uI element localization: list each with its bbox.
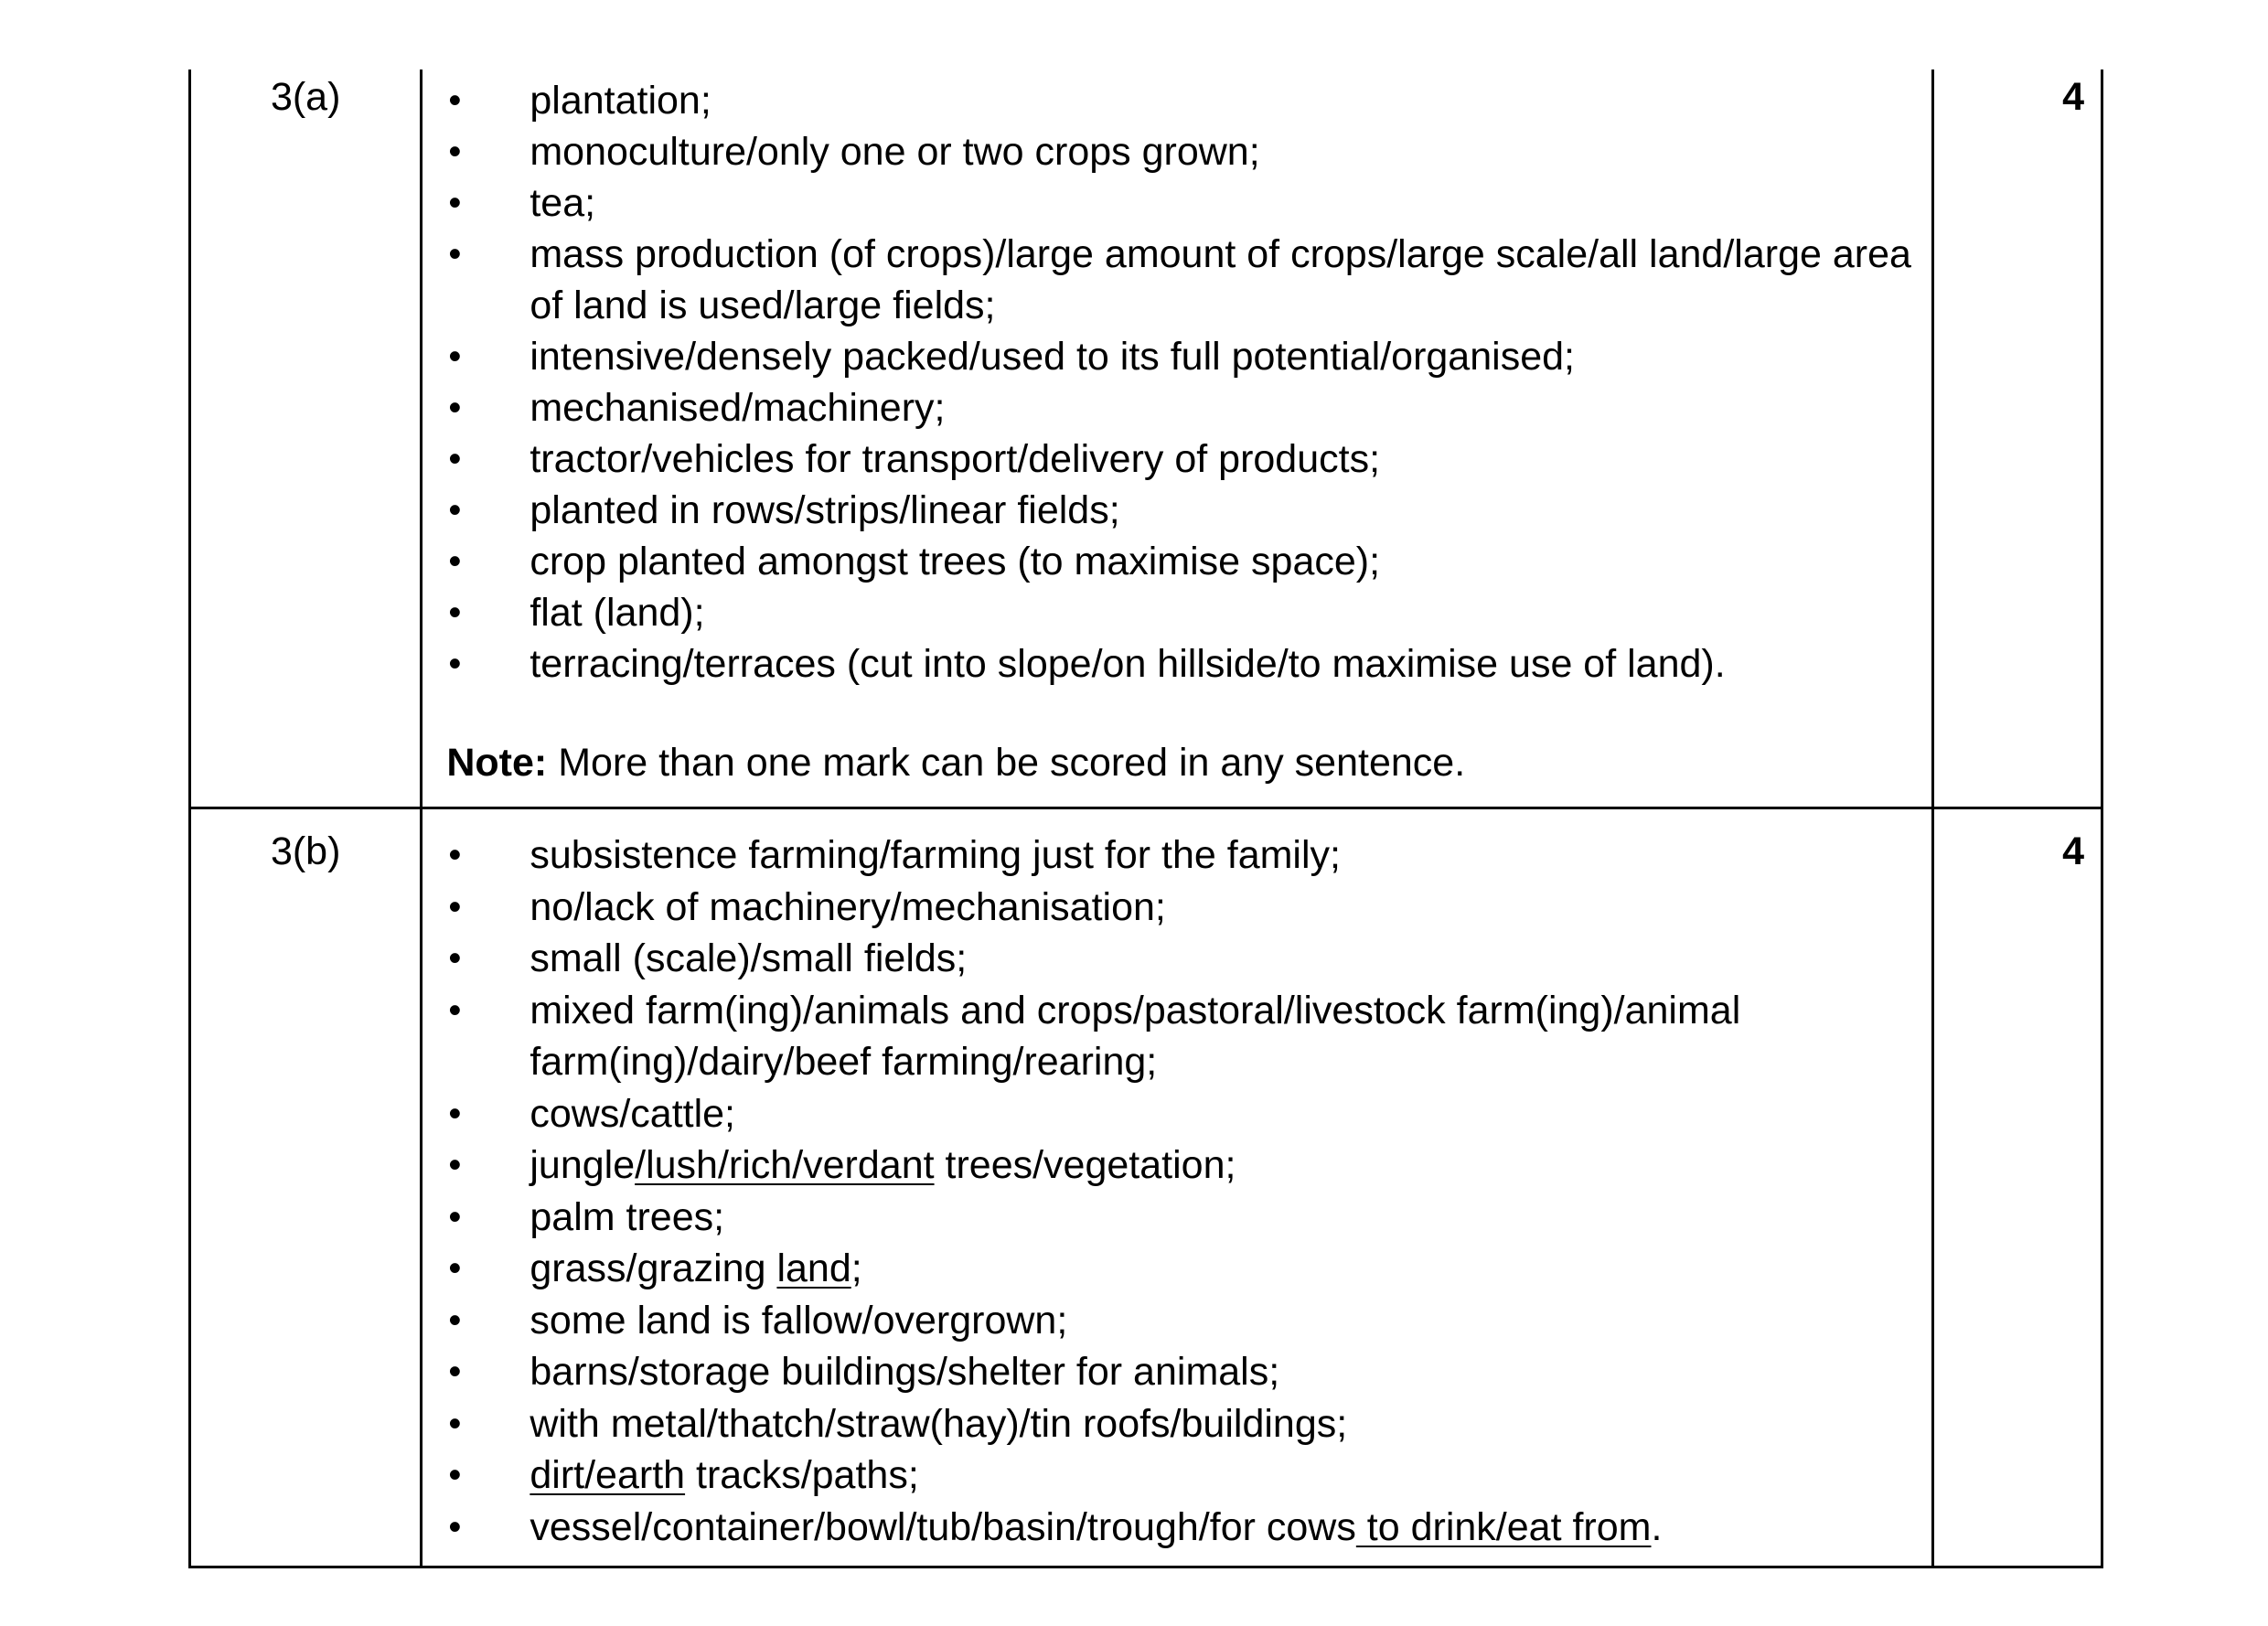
- list-item: • mass production (of crops)/large amount of crops/large scale/all land/large area of land is used/large fields;: [446, 229, 1912, 331]
- item-text: jungle: [530, 1143, 636, 1187]
- item-text: trees/vegetation;: [934, 1143, 1236, 1187]
- answer-points-list: [446, 75, 1912, 690]
- underlined-text: to drink/eat from: [1355, 1504, 1652, 1549]
- list-item: • terracing/terraces (cut into slope/on hillside/to maximise use of land).: [446, 638, 1912, 690]
- question-number: 3(b): [190, 808, 422, 1567]
- list-item: [446, 1502, 1912, 1554]
- item-text: tracks/paths;: [685, 1453, 919, 1497]
- list-item: • flat (land);: [446, 587, 1912, 638]
- list-item: • small (scale)/small fields;: [446, 933, 1912, 985]
- table-row-3b: [190, 808, 2102, 1567]
- list-item: [446, 1449, 1912, 1502]
- list-item: • tea;: [446, 177, 1912, 229]
- list-item: • tractor/vehicles for transport/delivery of products;: [446, 433, 1912, 485]
- note-text: More than one mark can be scored in any sentence.: [558, 741, 1466, 785]
- answer-cell: [422, 70, 1932, 808]
- underlined-text: /lush/rich/verdant: [635, 1143, 935, 1187]
- note-label: Note:: [446, 741, 548, 785]
- marking-note: [446, 737, 1912, 788]
- item-text: grass/grazing: [530, 1246, 777, 1290]
- list-item: • mechanised/machinery;: [446, 382, 1912, 433]
- list-item: • mixed farm(ing)/animals and crops/pastoral/livestock farm(ing)/animal farm(ing)/dairy/beef farming/rearing;: [446, 985, 1912, 1088]
- list-item: • some land is fallow/overgrown;: [446, 1295, 1912, 1347]
- list-item: • palm trees;: [446, 1192, 1912, 1244]
- list-item: • with metal/thatch/straw(hay)/tin roofs/buildings;: [446, 1398, 1912, 1450]
- underlined-text: land: [776, 1246, 851, 1290]
- list-item: • cows/cattle;: [446, 1088, 1912, 1140]
- table-row-3a: [190, 70, 2102, 808]
- list-item: [446, 1243, 1912, 1295]
- item-text: vessel/container/bowl/tub/basin/trough/for cows: [530, 1504, 1356, 1549]
- list-item: • crop planted amongst trees (to maximise space);: [446, 536, 1912, 587]
- answer-points-list: [446, 829, 1912, 1553]
- list-item: [446, 1139, 1912, 1192]
- item-text: ;: [850, 1246, 862, 1290]
- answer-cell: [422, 808, 1932, 1567]
- item-text: .: [1651, 1504, 1663, 1549]
- list-item: • intensive/densely packed/used to its full potential/organised;: [446, 331, 1912, 382]
- list-item: • planted in rows/strips/linear fields;: [446, 485, 1912, 536]
- list-item: • monoculture/only one or two crops grown;: [446, 126, 1912, 177]
- mark-scheme-table: [188, 70, 2103, 1568]
- underlined-text: dirt/earth: [530, 1453, 686, 1497]
- list-item: • subsistence farming/farming just for the family;: [446, 829, 1912, 882]
- list-item: • plantation;: [446, 75, 1912, 126]
- question-number: 3(a): [190, 70, 422, 808]
- marks-value: 4: [1932, 808, 2102, 1567]
- list-item: • barns/storage buildings/shelter for animals;: [446, 1346, 1912, 1398]
- list-item: • no/lack of machinery/mechanisation;: [446, 882, 1912, 934]
- marks-value: 4: [1932, 70, 2102, 808]
